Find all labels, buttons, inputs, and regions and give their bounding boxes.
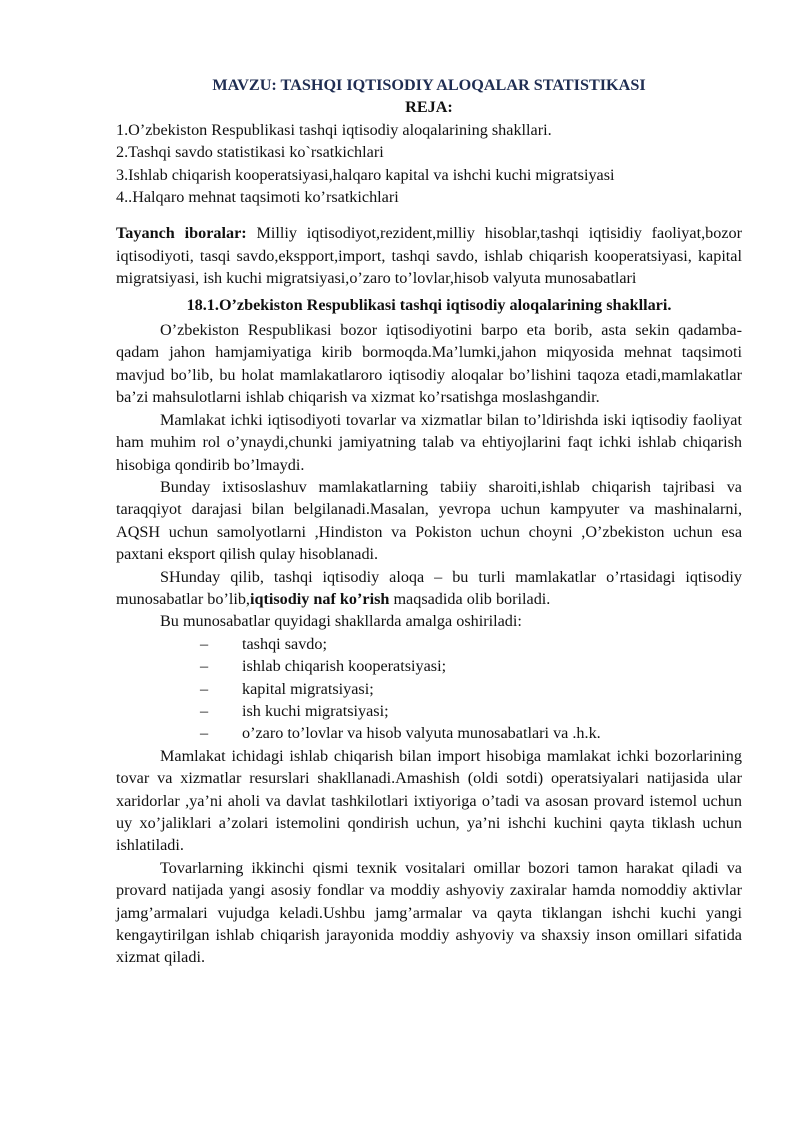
list-item-text: ishlab chiqarish kooperatsiyasi; [242, 657, 447, 676]
body-paragraph: Tovarlarning ikkinchi qismi texnik vositalari omillar bozori tamon harakat qiladi va provard natijada yangi asosiy fondlar va moddiy ashyoviy zaxiralar hamda nomoddiy aktivlar jamg’armalari vujudga keladi.Ushbu jamg’armalar va qayta tiklangan ishchi kuchi yangi kengaytirilgan ishlab chiqarish jarayonida moddiy ashyoviy va shaxsiy inson omillari sifatida xizmat qiladi. [116, 858, 742, 967]
list-item [116, 700, 742, 722]
body-paragraph: O’zbekiston Respublikasi bozor iqtisodiyotini barpo eta borib, asta sekin qadamba- qadam jahon hamjamiyatiga kirib bormoqda.Ma’lumki,jahon miqyosida mehnat taqsimoti mavjud bo’lib, bu holat mamlakatlaroro iqtisodiy aloqalar bo’lishini taqoza etadi,mamlakatlar ba’zi mahsulotlarni ishlab chiqarish va xizmat ko’rsatishga moslashgandir. [116, 321, 742, 407]
forms-list [116, 633, 742, 745]
para4-end: maqsadida olib boriladi. [389, 589, 551, 608]
plan-item: 1.O’zbekiston Respublikasi tashqi iqtisodiy aloqalarining shakllari. [116, 120, 552, 139]
body-paragraph: Mamlakat ichidagi ishlab chiqarish bilan import hisobiga mamlakat ichki bozorlarining tovar va xizmatlar resurslari shakllanadi.Amashish (oldi sotdi) operatsiyalari natijasida ular xaridorlar ,ya’ni aholi va davlat tashkilotlari ixtiyoriga o’tadi va asosan provard istemol uchun uy xo’jaliklari a’zolari istemolini qondirish uchun, ya’ni ishchi kuchini qayta tiklash uchun ishlatiladi. [116, 746, 742, 855]
list-item [116, 722, 742, 744]
body-paragraph: Bunday ixtisoslashuv mamlakatlarning tabiiy sharoiti,ishlab chiqarish tajribasi va taraqqiyot darajasi bilan belgilanadi.Masalan, yevropa uchun kampyuter va mashinalarni, AQSH uchun samolyotlarni ,Hindiston va Pokiston uchun choyni ,O’zbekiston uchun esa paxtani eksport qilish qulay hisoblanadi. [116, 477, 742, 564]
list-item-text: kapital migratsiyasi; [242, 679, 374, 698]
keywords-paragraph [116, 222, 742, 289]
list-item [116, 655, 742, 677]
spacer [116, 208, 742, 222]
body-paragraph [116, 566, 742, 611]
list-item-text: ish kuchi migratsiyasi; [242, 701, 389, 720]
plan-heading: REJA: [405, 98, 453, 117]
dash-bullet: – [200, 724, 209, 743]
dash-bullet: – [200, 657, 209, 676]
para4-start: SHunday qilib, tashqi iqtisodiy aloqa – bu turli mamlakatlar o’rtasidagi iqtisodiy munosabatlar bo’lib, [116, 567, 742, 608]
document-page [116, 74, 742, 969]
section-heading: 18.1.O’zbekiston Respublikasi tashqi iqtisodiy aloqalarining shakllari. [186, 295, 672, 314]
dash-bullet: – [200, 679, 209, 698]
list-item [116, 678, 742, 700]
document-title: MAVZU: TASHQI IQTISODIY ALOQALAR STATISTIKASI [212, 76, 646, 94]
dash-bullet: – [200, 634, 209, 653]
list-item-text: o’zaro to’lovlar va hisob valyuta munosabatlari va .h.k. [242, 724, 601, 743]
plan-item: 2.Tashqi savdo statistikasi ko`rsatkichlari [116, 143, 384, 162]
keywords-label: Tayanch iboralar: [116, 224, 247, 243]
plan-item: 4..Halqaro mehnat taqsimoti ko’rsatkichlari [116, 188, 399, 207]
list-item-text: tashqi savdo; [242, 634, 327, 653]
keywords-text: Milliy iqtisodiyot,rezident,milliy hisoblar,tashqi iqtisidiy faoliyat,bozor iqtisodiyoti, tasqi savdo,ekspport,import, tashqi savdo, ishlab chiqarish kooperatsiyasi, kapital migratsiyasi, ish kuchi migratsiyasi,o’zaro to’lovlar,hisob valyuta munosabatlari [116, 224, 742, 288]
list-item [116, 633, 742, 655]
body-paragraph: Mamlakat ichki iqtisodiyoti tovarlar va xizmatlar bilan to’ldirishda iski iqtisodiy faoliyat ham muhim rol o’ynaydi,chunki jamiyatning talab va ehtiyojlarini faqt ichki ishlab chiqarish hisobiga qondirib bo’lmaydi. [116, 410, 742, 474]
body-paragraph: Bu munosabatlar quyidagi shakllarda amalga oshiriladi: [160, 612, 522, 631]
dash-bullet: – [200, 701, 209, 720]
plan-item: 3.Ishlab chiqarish kooperatsiyasi,halqaro kapital va ishchi kuchi migratsiyasi [116, 165, 615, 184]
plan-list [116, 119, 742, 209]
para4-bold: iqtisodiy naf ko’rish [249, 589, 390, 608]
